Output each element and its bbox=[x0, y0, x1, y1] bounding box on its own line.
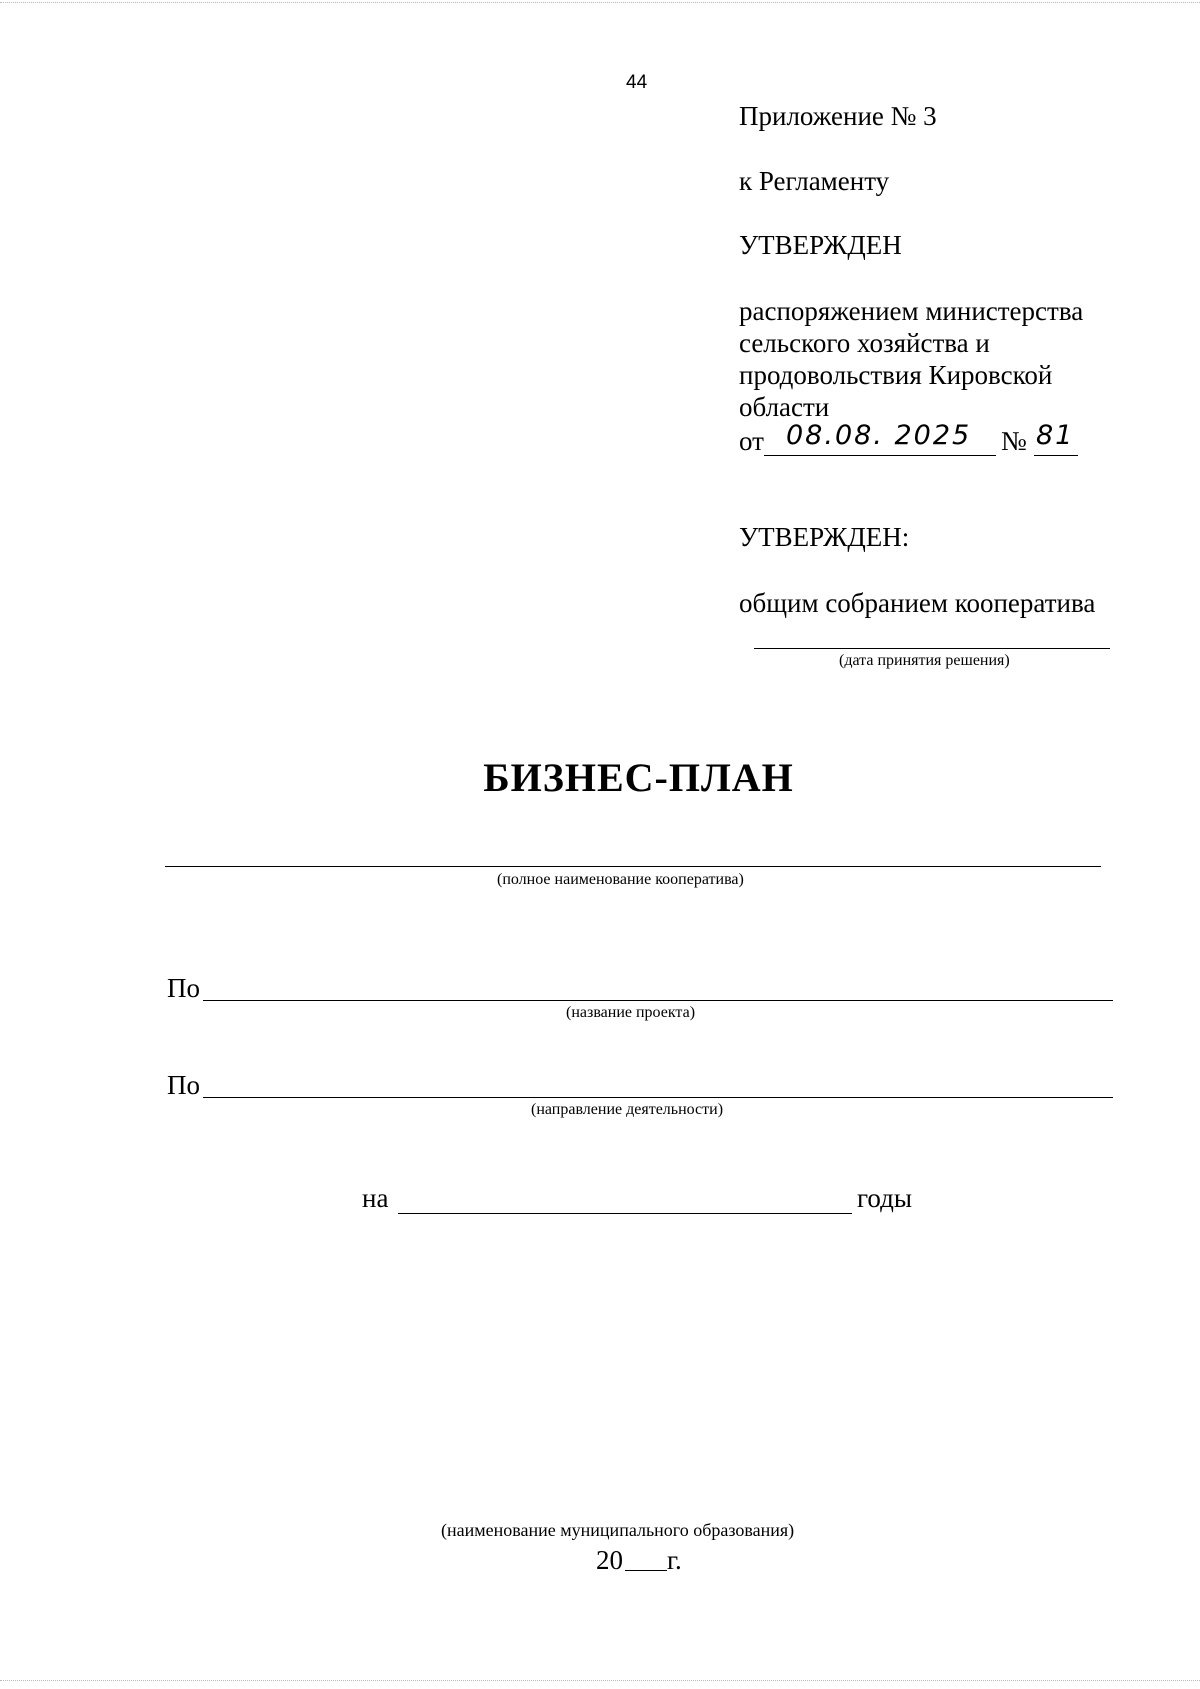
period-line bbox=[398, 1213, 852, 1214]
activity-prefix: По bbox=[167, 1070, 200, 1100]
order-line-3: продовольствия Кировской bbox=[739, 360, 1053, 390]
year-suffix: г. bbox=[667, 1545, 682, 1575]
scan-edge-top bbox=[0, 2, 1200, 9]
order-date-handwritten: 08.08. 2025 bbox=[786, 420, 972, 451]
project-prefix: По bbox=[167, 973, 200, 1003]
decision-date-line bbox=[754, 648, 1110, 649]
year-prefix: 20 bbox=[596, 1545, 623, 1575]
project-caption: (название проекта) bbox=[566, 1004, 696, 1021]
order-number-handwritten: 81 bbox=[1036, 420, 1075, 451]
assembly-label: общим собранием кооператива bbox=[739, 588, 1096, 618]
municipality-caption: (наименование муниципального образования) bbox=[441, 1520, 795, 1540]
project-name-line bbox=[203, 1000, 1113, 1001]
approved-heading-2: УТВЕРЖДЕН: bbox=[739, 522, 910, 552]
order-number-line bbox=[1034, 455, 1078, 456]
order-from-prefix: от bbox=[739, 426, 764, 456]
period-suffix: годы bbox=[857, 1183, 913, 1213]
order-line-4: области bbox=[739, 392, 830, 422]
page-number: 44 bbox=[626, 72, 648, 93]
activity-caption: (направление деятельности) bbox=[531, 1101, 724, 1118]
appendix-label: Приложение № 3 bbox=[739, 101, 937, 131]
regulation-label: к Регламенту bbox=[739, 166, 890, 196]
order-line-1: распоряжением министерства bbox=[739, 296, 1084, 326]
order-date-line bbox=[764, 455, 996, 456]
coop-name-caption: (полное наименование кооператива) bbox=[497, 871, 744, 888]
coop-name-line bbox=[165, 866, 1101, 867]
decision-date-caption: (дата принятия решения) bbox=[839, 652, 1010, 669]
order-number-prefix: № bbox=[1001, 426, 1027, 456]
year-line bbox=[625, 1570, 667, 1571]
scan-edge-bottom bbox=[0, 1680, 1200, 1687]
approved-heading-1: УТВЕРЖДЕН bbox=[739, 230, 902, 260]
period-prefix: на bbox=[362, 1183, 389, 1213]
document-title: БИЗНЕС-ПЛАН bbox=[483, 755, 794, 800]
order-line-2: сельского хозяйства и bbox=[739, 328, 990, 358]
activity-line bbox=[203, 1097, 1113, 1098]
